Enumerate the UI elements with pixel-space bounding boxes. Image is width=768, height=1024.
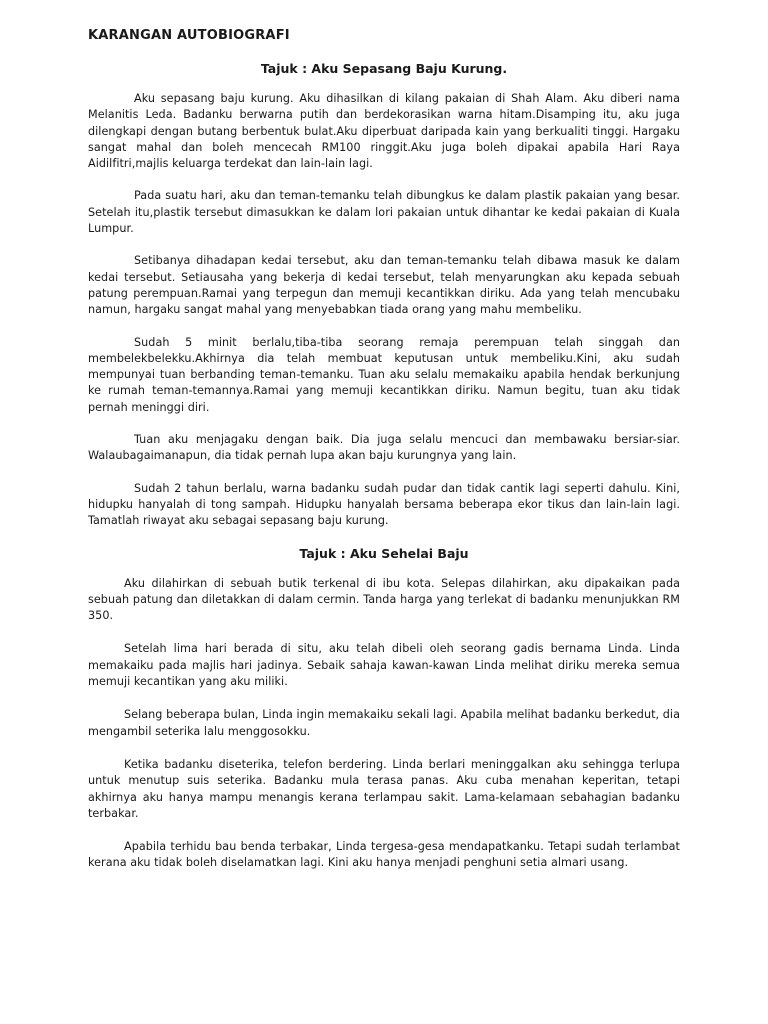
section-2-paragraph-2: Setelah lima hari berada di situ, aku telah dibeli oleh seorang gadis bernama Linda. Linda memakaiku pada majlis hari jadinya. Sebaik sahaja kawan-kawan Linda melihat diriku mereka semua memuji kecantikan yang aku miliki. [88,642,680,689]
section-sehelai-baju [88,546,680,872]
section-2-title: Tajuk : Aku Sehelai Baju [299,545,469,561]
section-baju-kurung [88,61,680,530]
section-1-paragraph-2: Pada suatu hari, aku dan teman-temanku telah dibungkus ke dalam plastik pakaian yang besar. Setelah itu,plastik tersebut dimasukkan ke dalam lori pakaian untuk dihantar ke kedai pakaian di Kuala Lumpur. [88,189,680,236]
document-page [88,28,680,889]
section-1-title: Tajuk : Aku Sepasang Baju Kurung. [260,61,508,76]
section-1-paragraph-6: Sudah 2 tahun berlalu, warna badanku sudah pudar dan tidak cantik lagi seperti dahulu. Kini, hidupku hanyalah di tong sampah. Hidupku hanyalah bersama beberapa ekor tikus dan lain-lain lagi. Tamatlah riwayat aku sebagai sepasang baju kurung. [88,481,680,528]
section-2-paragraph-4: Ketika badanku diseterika, telefon berdering. Linda berlari meninggalkan aku sehingga terlupa untuk menutup suis seterika. Badanku mula terasa panas. Aku cuba menahan keperitan, tetapi akhirnya aku hanya mampu menangis kerana terlampau sakit. Lama-kelamaan sebahagian badanku terbakar. [88,757,680,820]
section-2-paragraph-1: Aku dilahirkan di sebuah butik terkenal di ibu kota. Selepas dilahirkan, aku dipakaikan pada sebuah patung dan diletakkan di dalam cermin. Tanda harga yang terlekat di badanku menunjukkan RM 350. [88,576,680,623]
section-1-paragraph-3: Setibanya dihadapan kedai tersebut, aku dan teman-temanku telah dibawa masuk ke dalam kedai tersebut. Setiausaha yang bekerja di kedai tersebut, telah menyarungkan aku kepada sebuah patung perempuan.Ramai yang terpegun dan memuji kecantikkan diriku. Ada yang telah mencubaku namun, hargaku sangat mahal yang menyebabkan tiada orang yang mahu membeliku. [88,254,680,317]
section-1-paragraph-1: Aku sepasang baju kurung. Aku dihasilkan di kilang pakaian di Shah Alam. Aku diberi nama Melanitis Leda. Badanku berwarna putih dan berdekorasikan warna hitam.Disamping itu, aku juga dilengkapi dengan butang berbentuk bulat.Aku diperbuat daripada kain yang berkualiti tinggi. Hargaku sangat mahal dan boleh mencecah RM100 ringgit.Aku juga boleh dipakai apabila Hari Raya Aidilfitri,majlis keluarga terdekat dan lain-lain lagi. [88,92,680,171]
section-2-paragraph-3: Selang beberapa bulan, Linda ingin memakaiku sekali lagi. Apabila melihat badanku berkedut, dia mengambil seterika lalu menggosokku. [88,708,680,738]
section-1-paragraph-5: Tuan aku menjagaku dengan baik. Dia juga selalu mencuci dan membawaku bersiar-siar. Walaubagaimanapun, dia tidak pernah lupa akan baju kurungnya yang lain. [88,433,680,463]
document-title: KARANGAN AUTOBIOGRAFI [88,28,290,43]
section-1-paragraph-4: Sudah 5 minit berlalu,tiba-tiba seorang remaja perempuan telah singgah dan membelekbelekku.Akhirnya dia telah membuat keputusan untuk membeliku.Kini, aku sudah mempunyai tuan berbanding teman-temanku. Tuan aku selalu memakaiku apabila hendak berkunjung ke rumah teman-temannya.Ramai yang memuji kecantikkan diriku. Namun begitu, tuan aku tidak pernah meninggi diri. [88,335,680,414]
section-2-paragraph-5: Apabila terhidu bau benda terbakar, Linda tergesa-gesa mendapatkanku. Tetapi sudah terlambat kerana aku tidak boleh diselamatkan lagi. Kini aku hanya menjadi penghuni setia almari usang. [88,840,680,870]
